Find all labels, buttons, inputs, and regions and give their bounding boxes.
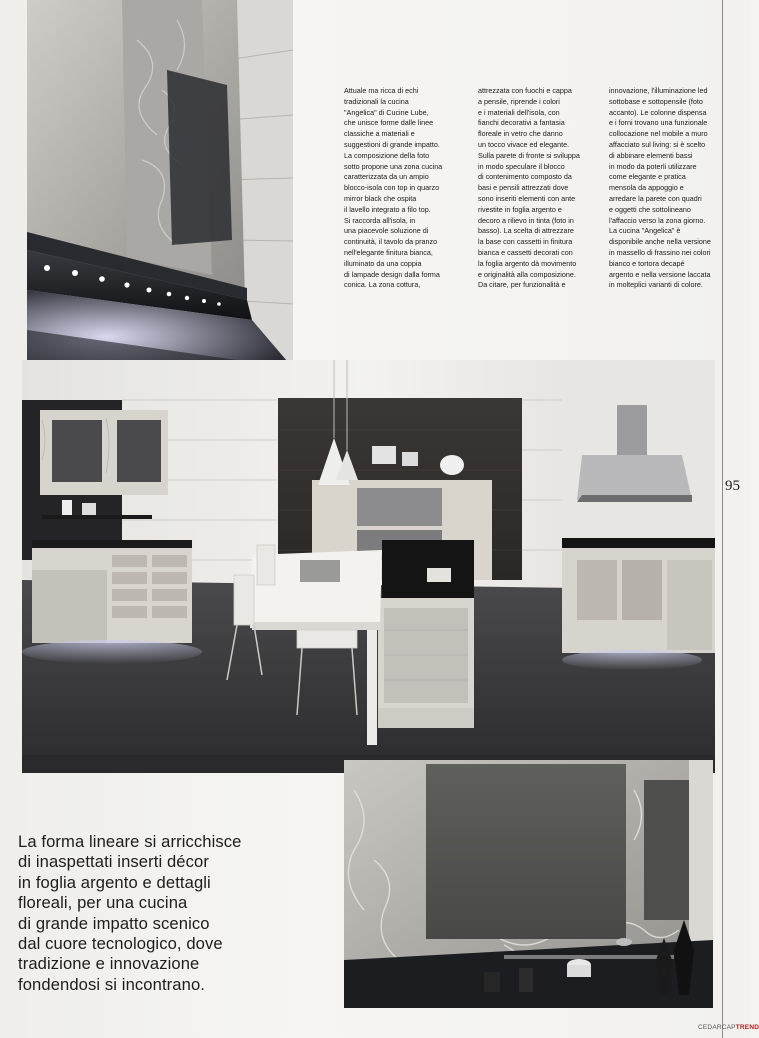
article-column-1: Attuale ma ricca di echi tradizionali la cucina "Angelica" di Cucine Lube, che unisce forme dalle linee classiche a materiali e suggestioni di grande impatto. La composizione della foto sotto propone una zona cucina caratterizzata da un ampio blocco-isola con top in quarzo mirror black che ospita il lavello integrato a filo top. Si raccorda all'isola, in una piacevole soluzione di continuità, il tavolo da pranzo nell'elegante finitura bianca, illuminato da una coppia di lampade design dalla forma conica. La zona cottura,: [344, 86, 443, 290]
photo-caption: La forma lineare si arricchisce di inaspettati inserti décor in foglia argento e dettagli floreali, per una cucina di grande impatto scenico dal cuore tecnologico, dove tradizione e innovazione fondendosi si incontrano.: [18, 832, 242, 994]
article-column-3: innovazione, l'illuminazione led sottobase e sottopensile (foto accanto). Le colonne dispensa e i forni trovano una funzionale collocazione nel mobile a muro affacciato sul living: si è scelto di abbinare elementi bassi in modo da poterli utilizzare come elegante e pratica mensola da appoggio e arredare la parete con quadri e oggetti che sottolineano l'affaccio verso la zona giorno. La cucina "Angelica" è disponibile anche nella versione in massello di frassino nei colori bianco e tortora decapé argento e nella versione laccata in molteplici varianti di colore.: [609, 86, 711, 290]
photo-silver-decor-detail: [344, 760, 713, 1008]
brand-prefix: CEDARCAP: [698, 1024, 736, 1031]
magazine-brand: [698, 1024, 759, 1031]
article-column-2: attrezzata con fuochi e cappa a pensile, riprende i colori e i materiali dell'isola, con fianchi decorativi a fantasia floreale in vetro che danno un tocco vivace ed elegante. Sulla parete di fronte si sviluppa in modo speculare il blocco di contenimento composto da basi e pensili attrezzati dove sono inseriti elementi con ante rivestite in foglia argento e decoro a rilievo in tinta (foto in basso). La scelta di attrezzare la base con cassetti in finitura bianca e cassetti decorati con la foglia argento dà movimento e originalità alla composizione. Da citare, per funzionalità e: [478, 86, 580, 290]
photo-led-wall-units: [27, 0, 293, 368]
margin-rule: [722, 0, 723, 1038]
page-number: 95: [725, 478, 740, 494]
photo-kitchen-overview: [22, 360, 715, 773]
brand-suffix: TREND: [735, 1024, 759, 1031]
